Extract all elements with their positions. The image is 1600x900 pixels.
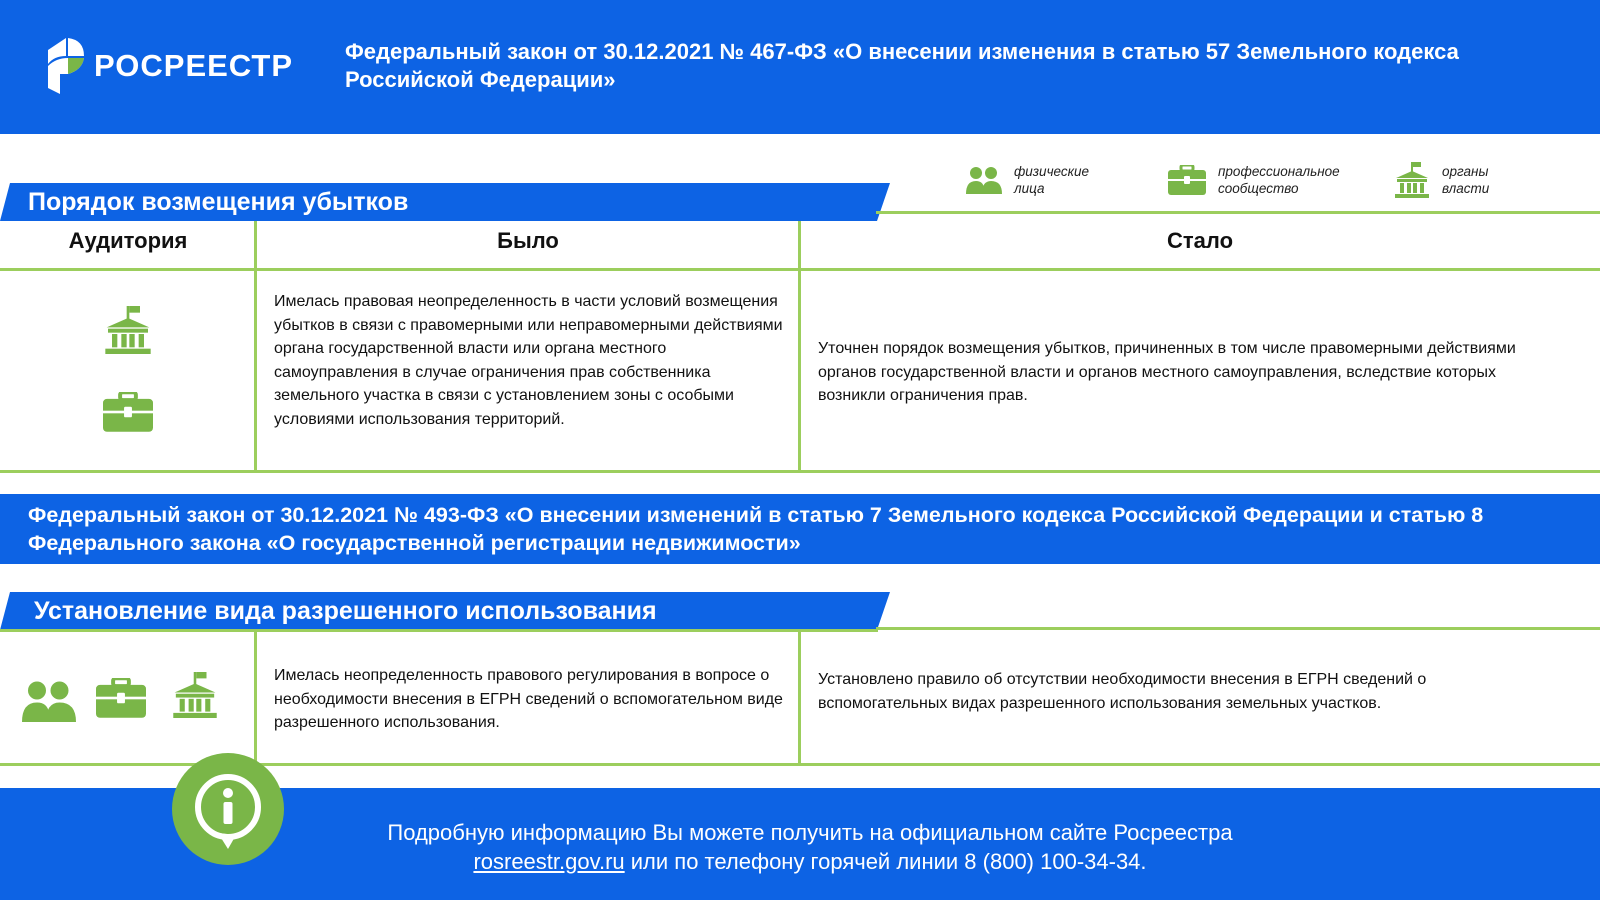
briefcase-icon [103, 392, 153, 432]
divider-line [876, 211, 1600, 214]
section1-before-text: Имелась правовая неопределенность в части условий возмещения убытков в связи с правомерными или неправомерными действиями органа государственной власти или органа местного самоуправления в случае ограничения прав собственника земельного участка в связи с установлением зоны с особыми условиями использования территорий. [274, 293, 783, 428]
logo-text: РОСРЕЕСТР [94, 48, 294, 83]
column-header-before: Было [497, 228, 559, 253]
rosreestr-logo[interactable] [46, 36, 293, 96]
people-icon [22, 680, 76, 722]
people-icon [966, 166, 1002, 194]
header-title: Федеральный закон от 30.12.2021 № 467-ФЗ «О внесении изменения в статью 57 Земельного кодекса Российской Федерации» [345, 39, 1459, 92]
footer-line1: Подробную информацию Вы можете получить на официальном сайте Росреестра [387, 820, 1233, 845]
legend-label: профессиональное сообщество [1218, 164, 1340, 196]
legend-item-individuals [966, 158, 1089, 202]
rosreestr-site-link[interactable]: rosreestr.gov.ru [473, 849, 625, 874]
column-header-after: Стало [1166, 228, 1234, 253]
section2-title: Установление вида разрешенного использования [34, 597, 657, 625]
header-bar [0, 0, 1600, 134]
section2-banner [0, 592, 890, 630]
legend-item-authorities [1394, 158, 1489, 202]
section1-after-text: Уточнен порядок возмещения убытков, причиненных в том числе правомерными действиями органов государственной власти и органов местного самоуправления, вследствие которых возникли ограничения прав. [818, 340, 1516, 404]
column-header-audience: Аудитория [68, 228, 188, 253]
government-building-icon [172, 672, 218, 718]
footer-text [300, 818, 1320, 876]
section2-before-text: Имелась неопределенность правового регулирования в вопросе о необходимости внесения в ЕГРН сведений о вспомогательном виде разрешенного использования. [274, 667, 783, 731]
section1-title: Порядок возмещения убытков [28, 188, 409, 216]
column-divider [798, 221, 801, 473]
section2-after-text: Установлено правило об отсутствии необходимости внесения в ЕГРН сведений о вспомогательных видах разрешенного использования земельных участков. [818, 671, 1427, 712]
column-divider [254, 221, 257, 473]
divider-line [876, 627, 1600, 630]
briefcase-icon [96, 678, 146, 718]
law-493-title: Федеральный закон от 30.12.2021 № 493-ФЗ «О внесении изменений в статью 7 Земельного кодекса Российской Федерации и статью 8 Федерального закона «О государственной регистрации недвижимости» [28, 503, 1484, 555]
government-building-icon [1394, 162, 1430, 198]
rosreestr-logo-icon [46, 36, 86, 96]
footer-phone-text: или по телефону горячей линии 8 (800) 100-34-34. [624, 849, 1147, 874]
legend-label: физические лица [1014, 164, 1090, 196]
divider-line [0, 629, 878, 632]
government-building-icon [104, 306, 152, 354]
column-divider [254, 630, 257, 766]
law-493-band [0, 494, 1600, 564]
legend-item-professional [1168, 158, 1358, 202]
column-divider [798, 630, 801, 766]
section1-banner [0, 183, 890, 221]
legend-label: органы власти [1442, 164, 1490, 196]
briefcase-icon [1168, 165, 1206, 195]
info-icon [172, 753, 284, 865]
divider-line [0, 470, 1600, 473]
